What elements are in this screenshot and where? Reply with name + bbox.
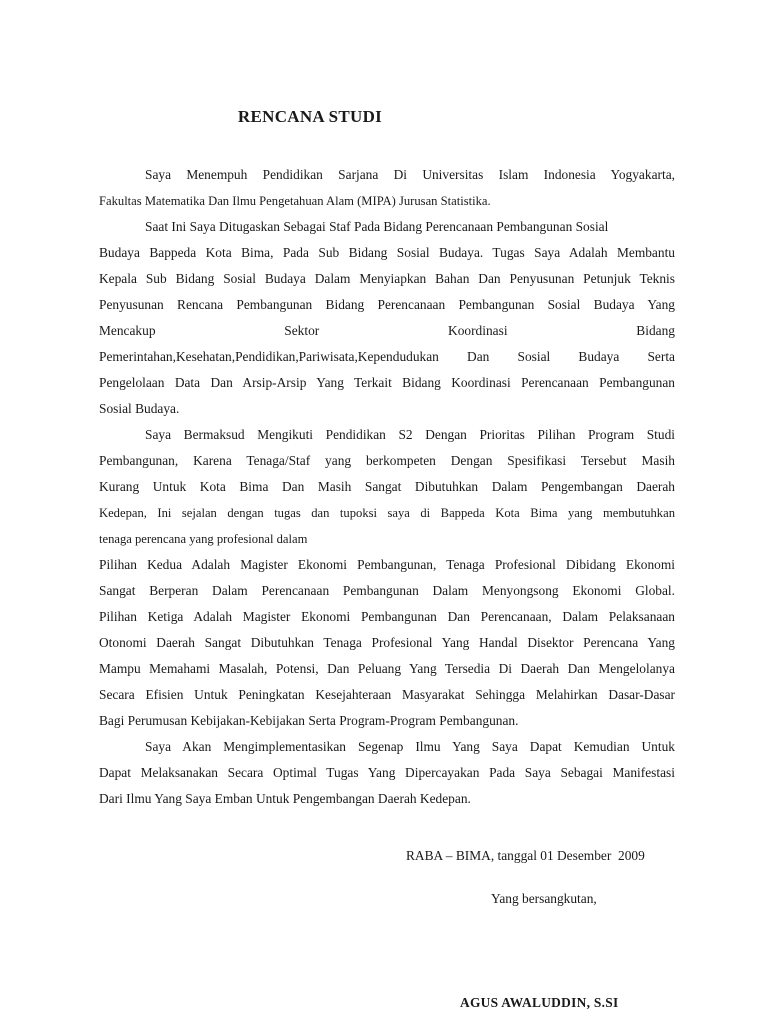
paragraph-line: Dapat Melaksanakan Secara Optimal Tugas Yang Dipercayakan Pada Saya Sebagai Manifestasi bbox=[99, 765, 675, 780]
paragraph-line: Sangat Berperan Dalam Perencanaan Pembangunan Dalam Menyongsong Ekonomi Global. bbox=[99, 583, 675, 598]
paragraph-line: Kepala Sub Bidang Sosial Budaya Dalam Menyiapkan Bahan Dan Penyusunan Petunjuk Teknis bbox=[99, 271, 675, 286]
paragraph-line: Pemerintahan,Kesehatan,Pendidikan,Pariwisata,Kependudukan Dan Sosial Budaya Serta bbox=[99, 349, 675, 364]
document-title: RENCANA STUDI bbox=[237, 107, 383, 126]
paragraph-line: Bagi Perumusan Kebijakan-Kebijakan Serta Program-Program Pembangunan. bbox=[99, 713, 519, 728]
paragraph-line: Mencakup Sektor Koordinasi Bidang bbox=[99, 323, 675, 338]
paragraph-line: Dari Ilmu Yang Saya Emban Untuk Pengembangan Daerah Kedepan. bbox=[99, 791, 471, 806]
signatory-name: AGUS AWALUDDIN, S.SI bbox=[460, 995, 619, 1010]
paragraph-line: Saya Bermaksud Mengikuti Pendidikan S2 Dengan Prioritas Pilihan Program Studi bbox=[145, 427, 675, 442]
paragraph-line: Saat Ini Saya Ditugaskan Sebagai Staf Pada Bidang Perencanaan Pembangunan Sosial bbox=[145, 219, 609, 234]
paragraph-line: Saya Akan Mengimplementasikan Segenap Ilmu Yang Saya Dapat Kemudian Untuk bbox=[145, 739, 675, 754]
paragraph-line: Pilihan Kedua Adalah Magister Ekonomi Pembangunan, Tenaga Profesional Dibidang Ekonomi bbox=[99, 557, 675, 572]
place-date: RABA – BIMA, tanggal 01 Desember 2009 bbox=[406, 848, 645, 863]
paragraph-line: Kurang Untuk Kota Bima Dan Masih Sangat Dibutuhkan Dalam Pengembangan Daerah bbox=[99, 479, 675, 494]
paragraph-line: Penyusunan Rencana Pembangunan Bidang Perencanaan Pembangunan Sosial Budaya Yang bbox=[99, 297, 675, 312]
paragraph-line: Otonomi Daerah Sangat Dibutuhkan Tenaga Profesional Yang Handal Disektor Perencana Yang bbox=[99, 635, 675, 650]
closing-text: Yang bersangkutan, bbox=[491, 891, 597, 906]
paragraph-line: Fakultas Matematika Dan Ilmu Pengetahuan Alam (MIPA) Jurusan Statistika. bbox=[99, 194, 491, 208]
paragraph-line: Pembangunan, Karena Tenaga/Staf yang berkompeten Dengan Spesifikasi Tersebut Masih bbox=[99, 453, 675, 468]
paragraph-line: Sosial Budaya. bbox=[99, 401, 180, 416]
paragraph-line: Mampu Memahami Masalah, Potensi, Dan Peluang Yang Tersedia Di Daerah Dan Mengelolanya bbox=[99, 661, 675, 676]
paragraph-line: Secara Efisien Untuk Peningkatan Kesejahteraan Masyarakat Sehingga Melahirkan Dasar-Dasar bbox=[99, 687, 675, 702]
paragraph-line: Saya Menempuh Pendidikan Sarjana Di Universitas Islam Indonesia Yogyakarta, bbox=[145, 167, 675, 182]
paragraph-line: tenaga perencana yang profesional dalam bbox=[99, 532, 308, 546]
paragraph-line: Kedepan, Ini sejalan dengan tugas dan tupoksi saya di Bappeda Kota Bima yang membutuhkan bbox=[99, 506, 675, 520]
paragraph-line: Budaya Bappeda Kota Bima, Pada Sub Bidang Sosial Budaya. Tugas Saya Adalah Membantu bbox=[99, 245, 675, 260]
paragraph-line: Pilihan Ketiga Adalah Magister Ekonomi Pembangunan Dan Perencanaan, Dalam Pelaksanaan bbox=[99, 609, 675, 624]
paragraph-line: Pengelolaan Data Dan Arsip-Arsip Yang Terkait Bidang Koordinasi Perencanaan Pembangunan bbox=[99, 375, 675, 390]
